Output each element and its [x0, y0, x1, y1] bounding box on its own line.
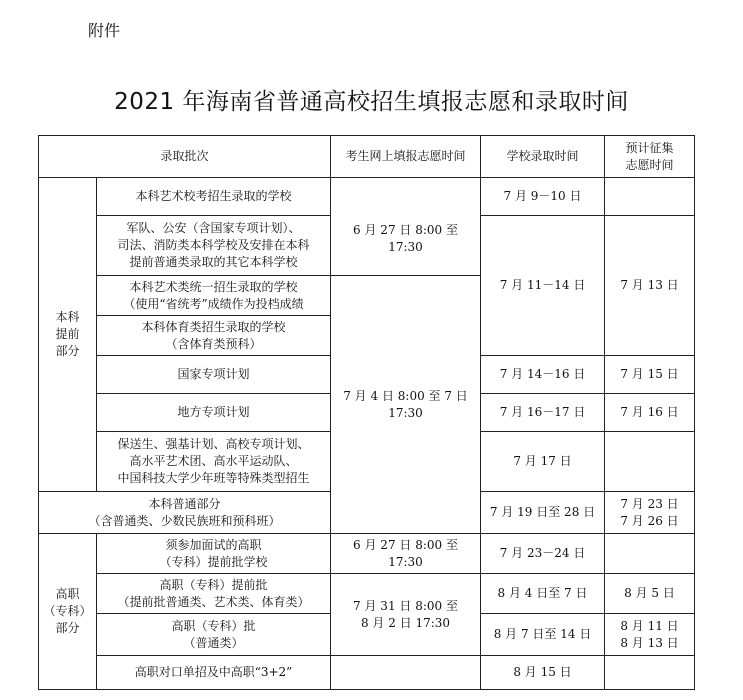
expected-cell: 7 月 16 日 — [605, 394, 695, 432]
online-time-cell: 6 月 27 日 8:00 至 17:30 — [331, 534, 481, 574]
batch-cell: 国家专项计划 — [97, 356, 331, 394]
batch-cell: 本科艺术类统一招生录取的学校 （使用“省统考”成绩作为投档成绩 — [97, 276, 331, 316]
header-admission-time: 学校录取时间 — [481, 136, 605, 178]
batch-cell: 高职对口单招及中高职“3+2” — [97, 656, 331, 690]
admission-cell: 7 月 11－14 日 — [481, 216, 605, 356]
table-row — [39, 534, 695, 574]
admission-cell: 7 月 23－24 日 — [481, 534, 605, 574]
admission-cell: 7 月 19 日至 28 日 — [481, 492, 605, 534]
batch-cell: 本科艺术校考招生录取的学校 — [97, 178, 331, 216]
table-row — [39, 178, 695, 216]
attachment-label: 附件 — [88, 21, 121, 40]
online-time-cell: 6 月 27 日 8:00 至 17:30 — [331, 178, 481, 276]
expected-cell: 7 月 13 日 — [605, 216, 695, 356]
page-title: 2021 年海南省普通高校招生填报志愿和录取时间 — [114, 89, 629, 115]
online-time-cell-empty — [331, 656, 481, 690]
expected-cell — [605, 178, 695, 216]
table-row — [39, 574, 695, 614]
batch-cell: 本科普通部分 （含普通类、少数民族班和预科班） — [39, 492, 331, 534]
expected-cell: 7 月 15 日 — [605, 356, 695, 394]
expected-cell — [605, 656, 695, 690]
header-online-time: 考生网上填报志愿时间 — [331, 136, 481, 178]
expected-cell — [605, 534, 695, 574]
online-time-cell: 7 月 4 日 8:00 至 7 日 17:30 — [331, 276, 481, 534]
admission-cell: 8 月 15 日 — [481, 656, 605, 690]
table-row — [39, 656, 695, 690]
expected-cell — [605, 432, 695, 492]
batch-cell: 保送生、强基计划、高校专项计划、 高水平艺术团、高水平运动队、 中国科技大学少年班等特殊类型招生 — [97, 432, 331, 492]
batch-cell: 高职（专科）提前批 （提前批普通类、艺术类、体育类） — [97, 574, 331, 614]
expected-cell: 8 月 11 日 8 月 13 日 — [605, 614, 695, 656]
expected-cell: 7 月 23 日 7 月 26 日 — [605, 492, 695, 534]
admission-cell: 7 月 14－16 日 — [481, 356, 605, 394]
admission-cell: 8 月 4 日至 7 日 — [481, 574, 605, 614]
header-batch: 录取批次 — [39, 136, 331, 178]
batch-cell: 军队、公安（含国家专项计划）、 司法、消防类本科学校及安排在本科 提前普通类录取的其它本科学校 — [97, 216, 331, 276]
admission-cell: 8 月 7 日至 14 日 — [481, 614, 605, 656]
admission-schedule-table — [38, 135, 695, 690]
table-header-row — [39, 136, 695, 178]
admission-cell: 7 月 9－10 日 — [481, 178, 605, 216]
group-vocational: 高职 （专科） 部分 — [39, 534, 97, 690]
expected-cell: 8 月 5 日 — [605, 574, 695, 614]
batch-cell: 须参加面试的高职 （专科）提前批学校 — [97, 534, 331, 574]
admission-cell: 7 月 17 日 — [481, 432, 605, 492]
admission-cell: 7 月 16－17 日 — [481, 394, 605, 432]
batch-cell: 地方专项计划 — [97, 394, 331, 432]
batch-cell: 本科体育类招生录取的学校 （含体育类预科） — [97, 316, 331, 356]
header-expected-call: 预计征集 志愿时间 — [605, 136, 695, 178]
group-undergrad-advance: 本科 提前 部分 — [39, 178, 97, 492]
batch-cell: 高职（专科）批 （普通类） — [97, 614, 331, 656]
online-time-cell: 7 月 31 日 8:00 至 8 月 2 日 17:30 — [331, 574, 481, 656]
